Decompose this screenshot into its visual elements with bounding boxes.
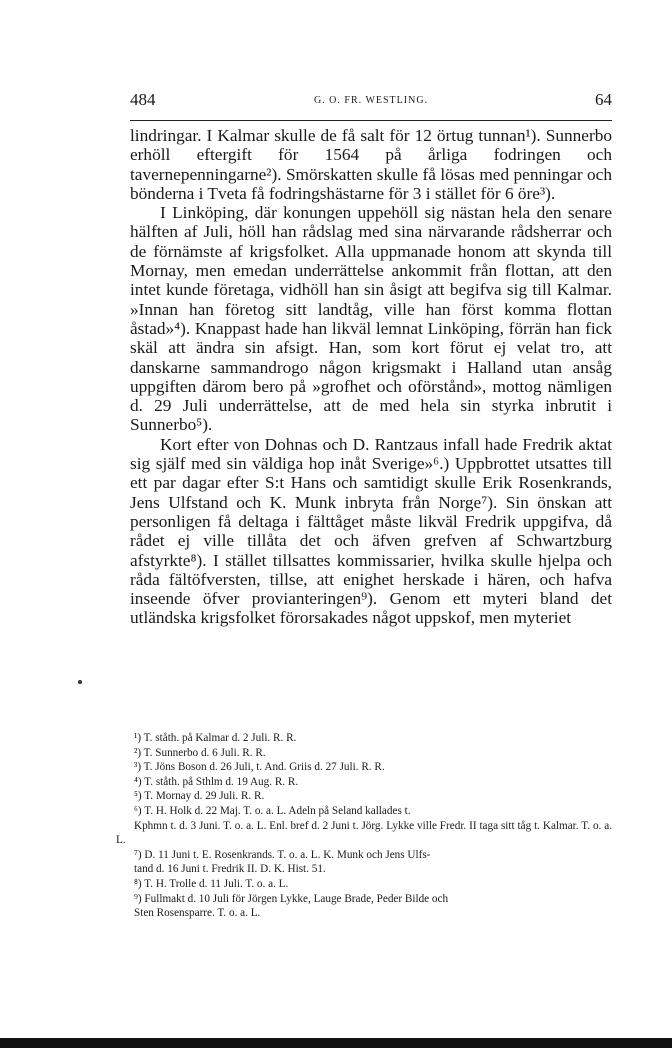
page-number: 484: [130, 90, 156, 109]
footnote: ¹) T. ståth. på Kalmar d. 2 Juli. R. R.: [134, 732, 297, 744]
footnote: ³) T. Jöns Boson d. 26 Juli, t. And. Griis d. 27 Juli. R. R.: [134, 761, 385, 774]
signature-number: 64: [595, 90, 612, 109]
footnote: ⁶) T. H. Holk d. 22 Maj. T. o. a. L. Adeln på Seland kallades t.: [134, 804, 411, 817]
margin-mark: [78, 680, 82, 684]
footnote: ²) T. Sunnerbo d. 6 Juli. R. R.: [134, 746, 266, 759]
footnote: ⁹) Fullmakt d. 10 Juli för Jörgen Lykke, Lauge Brade, Peder Bilde och: [134, 892, 449, 905]
footnote-continuation: tand d. 16 Juni t. Fredrik II. D. K. Hist. 51.: [134, 863, 326, 876]
footnote: ⁸) T. H. Trolle d. 11 Juli. T. o. a. L.: [134, 877, 289, 890]
footnote-continuation: Kphmn t. d. 3 Juni. T. o. a. L. Enl. bref d. 2 Juni t. Jörg. Lykke ville Fredr. II taga sitt tåg t. Kalmar. T. o. a. L.: [116, 819, 612, 847]
paragraph: Kort efter von Dohnas och D. Rantzaus infall hade Fredrik aktat sig själf med sin väldiga hop inåt Sverige»⁶.) Uppbrottet utsattes till ett par dagar efter S:t Hans och samtidigt skulle Erik Rosenkrands, Jens Ulfstand och K. Munk inbryta från Norge⁷). Sin önskan att personligen få deltaga i fälttåget måste likväl Fredrik uppgifva, då rådet ej ville tillåta det och äfven grefven af Schwartzburg afstyrkte⁸). I stället tillsattes kommissarier, hvilka skulle hjelpa och råda fältöfversten, tillse, att enighet herskade i hären, och hafva inseende öfver provianteringen⁹). Genom ett myteri bland det utländska krigsfolket förorsakades något uppskof, men myteriet: [130, 434, 612, 628]
page-header: [130, 90, 612, 114]
running-head: G. O. FR. WESTLING.: [313, 95, 429, 106]
main-text: [130, 126, 612, 628]
footnote: ⁵) T. Mornay d. 29 Juli. R. R.: [134, 790, 265, 803]
paragraph: I Linköping, där konungen uppehöll sig nästan hela den senare hälften af Juli, höll han rådslag med sina närvarande rådsherrar och de förnämste af krigsfolket. Alla uppmanade honom att skynda till Mornay, men emedan underrättelse ankommit från flottan, att den intet kunde företaga, vidhöll han sin åsigt att begifva sig till Kalmar. »Innan han företog sitt landtåg, ville han först komma flottan åstad»⁴). Knappast hade han likväl lemnat Linköping, förrän han fick skäl att ändra sin afsigt. Han, som kort förut ej velat tro, att danskarne sammandrogo någon krigsmakt i Halland utan ansåg uppgiften därom bero på »grofhet och oförstånd», mottog nämligen d. 29 Juli underrättelse, att de med hela sin styrka inbrutit i Sunnerbo⁵).: [130, 203, 612, 435]
footnotes: [116, 731, 612, 921]
footnote: ⁷) D. 11 Juni t. E. Rosenkrands. T. o. a. L. K. Munk och Jens Ulfs-: [134, 848, 431, 861]
footnote-continuation: Sten Rosensparre. T. o. a. L.: [134, 907, 261, 920]
scan-bottom-edge: [0, 1038, 672, 1048]
paragraph: lindringar. I Kalmar skulle de få salt för 12 örtug tunnan¹). Sunnerbo erhöll eftergift för 1564 på årliga fodringen och tavernepenningarne²). Smörskatten skulle få lösas med penningar och bönderna i Tveta få fodringshästarne för 3 i stället för 6 öre³).: [130, 126, 612, 203]
header-rule: [130, 120, 612, 121]
footnote: ⁴) T. ståth. på Sthlm d. 19 Aug. R. R.: [134, 775, 299, 788]
